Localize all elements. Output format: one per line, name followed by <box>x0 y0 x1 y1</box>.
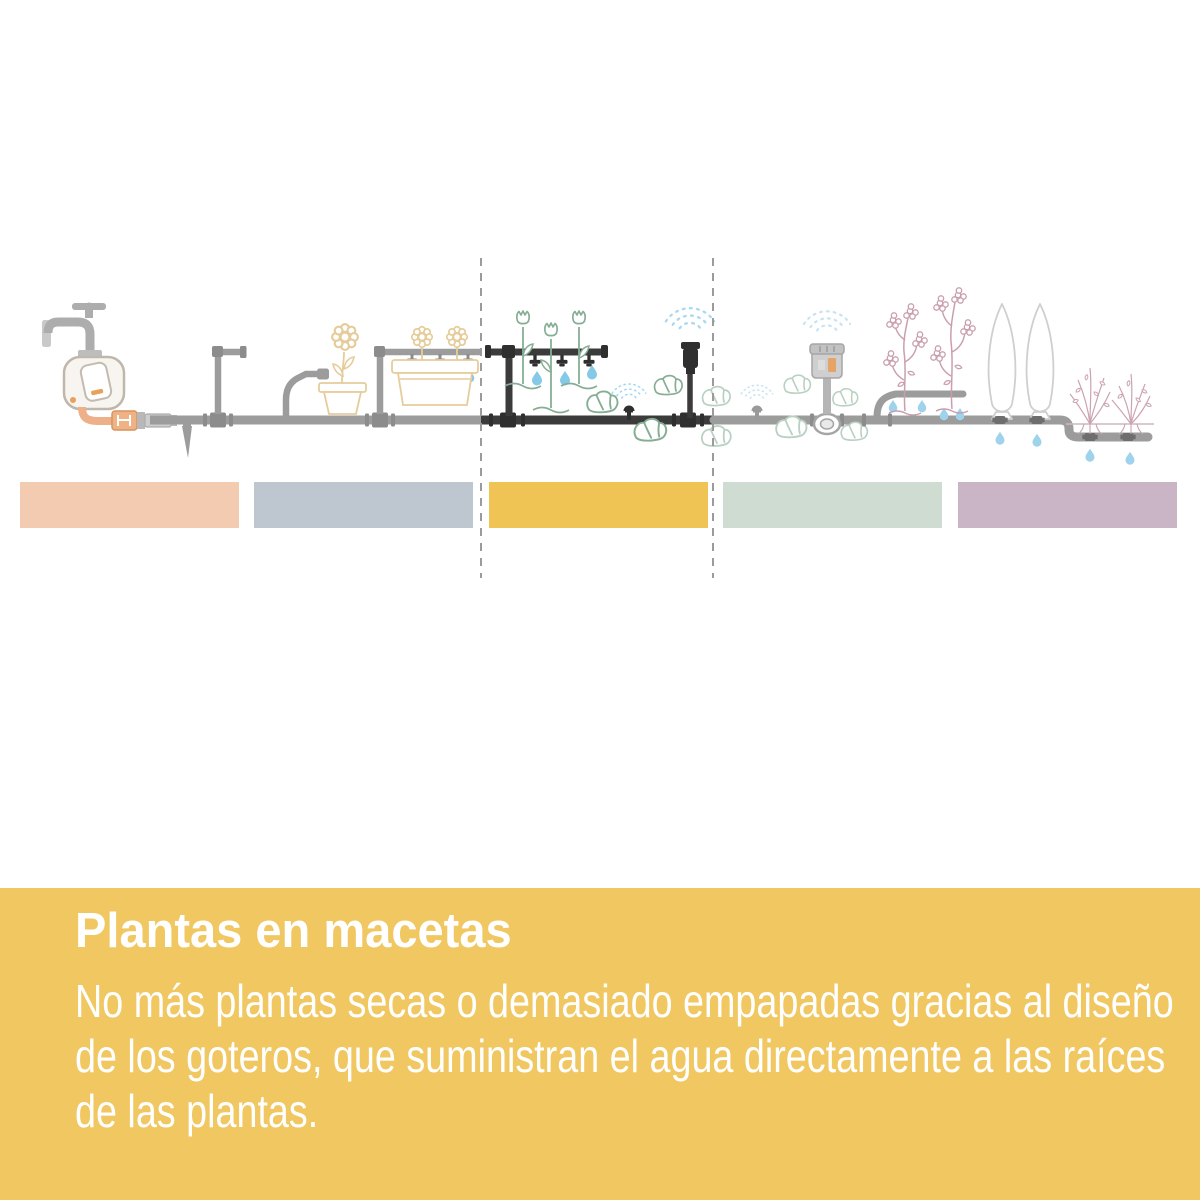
spray-icon <box>612 384 646 398</box>
zone-bar-5 <box>958 482 1177 528</box>
footer-body <box>75 974 1200 1139</box>
end-cap <box>240 346 247 358</box>
pop-up-sprinkler <box>810 344 844 434</box>
pipe-stake <box>182 420 192 458</box>
window-box <box>392 327 478 405</box>
cypress-tree <box>989 304 1016 419</box>
footer-body-line: de las plantas. <box>75 1085 319 1137</box>
spray-icon <box>666 308 714 328</box>
zone-bar-4 <box>723 482 942 528</box>
zone-planters-illustration <box>203 324 481 427</box>
elbow-connector <box>212 346 223 357</box>
lettuce-plants-faded <box>702 375 867 446</box>
pot-feed-pipe <box>286 374 318 420</box>
rose-plants <box>505 311 597 413</box>
water-timer-dial <box>70 397 76 403</box>
footer-title: Plantas en macetas <box>75 904 512 958</box>
tee-connector <box>210 413 226 428</box>
drip-emitter-dark <box>530 355 541 367</box>
highlight-dash-right <box>712 258 714 578</box>
pop-sprinkler-dark <box>681 342 700 418</box>
end-cap-dark <box>601 345 608 358</box>
zone-potted-highlight-illustration <box>481 308 714 440</box>
tap-neck <box>85 310 93 318</box>
footer-panel <box>0 888 1200 1200</box>
zone-bar-3-highlighted <box>489 482 708 528</box>
cypress-tree <box>1027 304 1054 419</box>
zone-bar-2 <box>254 482 473 528</box>
zone-bar-1 <box>20 482 239 528</box>
zone-vegetables-illustration <box>702 311 1148 446</box>
spray-icon <box>804 311 850 330</box>
tap-icon <box>48 322 90 352</box>
highlight-dash-left <box>480 258 482 578</box>
shrub-plant <box>1112 374 1152 434</box>
pot-dripper <box>317 369 329 380</box>
footer-body-line: de los goteros, que suministran el agua directamente a las raíces <box>75 1030 1166 1082</box>
footer-body-line: No más plantas secas o demasiado empapadas gracias al diseño <box>75 975 1174 1027</box>
